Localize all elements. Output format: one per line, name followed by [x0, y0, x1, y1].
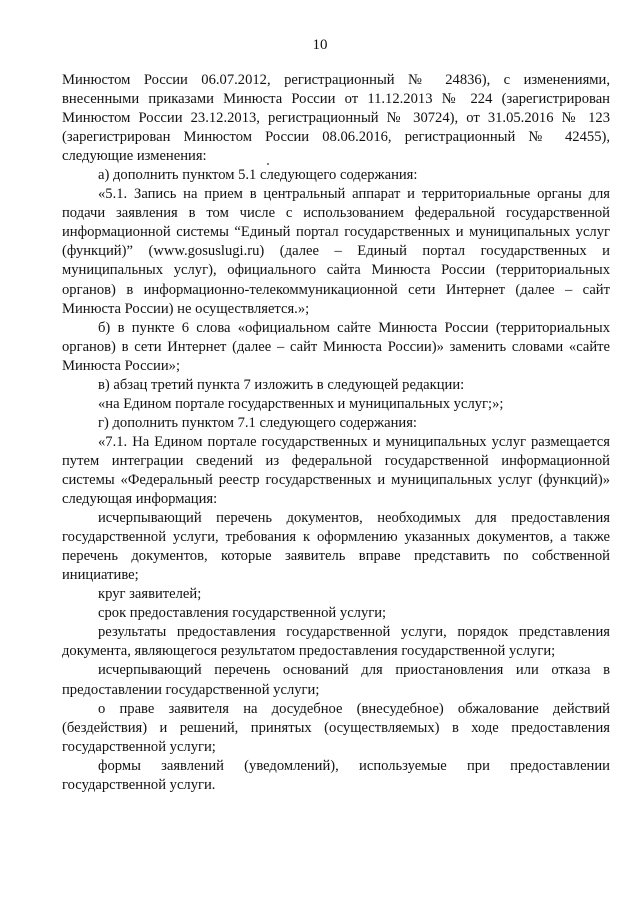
paragraph-item-b: б) в пункте 6 слова «официальном сайте Минюста России (территориальных органов) в сети Интернет (далее – сайт Минюста России)» заменить словами «сайте Минюста России»; — [62, 319, 610, 374]
list-item-documents: исчерпывающий перечень документов, необходимых для предоставления государственной услуги, требования к оформлению указанных документов, а также перечень документов, которые заявитель вправе представить по собственной инициативе; — [62, 510, 610, 584]
list-item-term: срок предоставления государственной услуги; — [98, 605, 387, 622]
paragraph-item-a: а) дополнить пунктом 5.1 следующего содержания: — [98, 167, 418, 184]
list-item-forms: формы заявлений (уведомлений), используемые при предоставлении государственной услуги. — [62, 757, 610, 793]
list-item-applicants: круг заявителей; — [98, 586, 202, 603]
document-body — [62, 71, 610, 795]
paragraph-quote-portal: «на Едином портале государственных и муниципальных услуг;»; — [98, 395, 504, 412]
paragraph-item-v: в) абзац третий пункта 7 изложить в следующей редакции: — [98, 376, 465, 393]
paragraph-clause-7-1: «7.1. На Едином портале государственных и муниципальных услуг размещается путем интеграции сведений из федеральной государственной информационной системы «Федеральный реестр государственных и муниципальных услуг (функций)» следующая информация: — [62, 433, 610, 508]
page-number: 10 — [312, 37, 328, 53]
paragraph-clause-5-1: «5.1. Запись на прием в центральный аппарат и территориальные органы для подачи заявления в том числе с использованием федеральной государственной информационной системы “Единый портал государственных и муниципальных услуг (функций)” (www.gosuslugi.ru) (далее – Единый портал государственных и муниципальных услуг), официального сайта Минюста России (территориальных органов) в информационно-телекоммуникационной сети Интернет (далее – сайт Минюста России) не осуществляется.»; — [62, 186, 610, 317]
list-item-appeal-right: о праве заявителя на досудебное (внесудебное) обжалование действий (бездействия) и решений, принятых (осуществляемых) в ходе предоставления государственной услуги; — [62, 700, 610, 755]
paragraph-item-g: г) дополнить пунктом 7.1 следующего содержания: — [98, 414, 417, 431]
list-item-results: результаты предоставления государственной услуги, порядок представления документа, являющегося результатом предоставления государственной услуги; — [62, 624, 610, 660]
paragraph-intro: Минюстом России 06.07.2012, регистрационный № 24836), с изменениями, внесенными приказами Минюста России от 11.12.2013 № 224 (зарегистрирован Минюстом России 23.12.2013, регистрационный № 30724), от 31.05.2016 № 123 (зарегистрирован Минюстом России 08.06.2016, регистрационный № 42455), следующие изменения: — [62, 72, 610, 165]
list-item-refusal-grounds: исчерпывающий перечень оснований для приостановления или отказа в предоставлении государственной услуги; — [62, 662, 610, 698]
